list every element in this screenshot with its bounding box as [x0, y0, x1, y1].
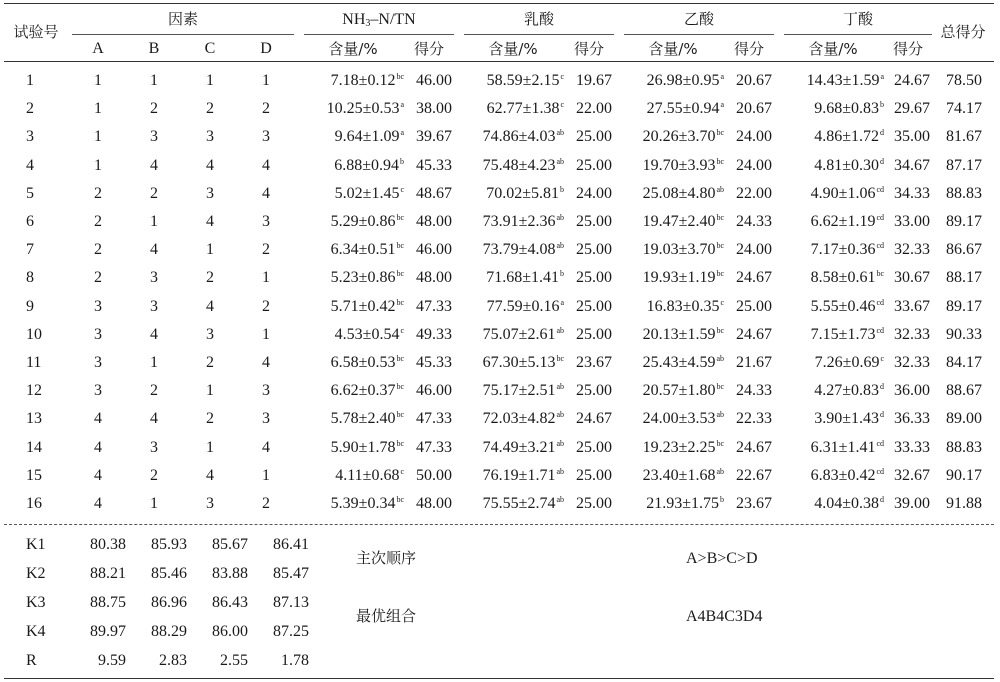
factor-a-level: 3: [94, 326, 102, 343]
summary-factor-b: 85.93: [151, 536, 187, 553]
lactic-score: 22.00: [576, 100, 612, 117]
lactic-content: 73.91±2.36$^{ab}$: [482, 213, 564, 230]
total-score: 88.67: [946, 382, 982, 399]
butyric-score: 33.67: [894, 298, 930, 315]
total-score: 91.88: [946, 495, 982, 512]
summary-factor-b: 86.96: [151, 594, 187, 611]
factor-c-level: 1: [206, 382, 214, 399]
nh3-score: 46.00: [416, 382, 452, 399]
butyric-score: 32.33: [894, 326, 930, 343]
factor-b-level: 1: [150, 72, 158, 89]
nh3-score: 48.00: [416, 213, 452, 230]
trial-number: 15: [26, 467, 42, 484]
factor-c-level: 2: [206, 100, 214, 117]
factor-c-level: 4: [206, 157, 214, 174]
butyric-content: 9.68±0.83$^b$: [814, 100, 884, 117]
factor-d-level: 1: [262, 72, 270, 89]
trial-number: 10: [26, 326, 42, 343]
header-factor-d: D: [260, 40, 272, 57]
top-rule: [4, 3, 994, 4]
factor-b-level: 4: [150, 241, 158, 258]
factor-a-level: 1: [94, 72, 102, 89]
total-score: 89.17: [946, 213, 982, 230]
butyric-content: 8.58±0.61$^{bc}$: [810, 269, 884, 286]
summary-factor-c: 85.67: [212, 536, 248, 553]
trial-number: 5: [26, 185, 34, 202]
header-factor-b: B: [148, 40, 160, 57]
factor-c-level: 3: [206, 185, 214, 202]
nh3-score: 47.33: [416, 298, 452, 315]
lactic-content: 73.79±4.08$^{ab}$: [482, 241, 564, 258]
lactic-score: 25.00: [576, 298, 612, 315]
factor-a-level: 2: [94, 213, 102, 230]
total-score: 90.17: [946, 467, 982, 484]
acetic-score: 24.67: [736, 439, 772, 456]
nh3-content: 5.39±0.34$^{bc}$: [330, 495, 404, 512]
factor-a-level: 4: [94, 495, 102, 512]
lactic-content: 75.48±4.23$^{ab}$: [482, 157, 564, 174]
nh3-score: 48.67: [416, 185, 452, 202]
factor-d-level: 1: [262, 269, 270, 286]
butyric-content: 4.27±0.83$^d$: [814, 382, 884, 399]
factor-a-level: 3: [94, 298, 102, 315]
acetic-content: 25.08±4.80$^{ab}$: [642, 185, 724, 202]
lactic-content: 74.86±4.03$^{ab}$: [482, 128, 564, 145]
factor-a-level: 4: [94, 439, 102, 456]
header-butyric: 丁酸: [842, 10, 873, 28]
total-score: 74.17: [946, 100, 982, 117]
butyric-content: 6.62±1.19$^{cd}$: [810, 213, 884, 230]
factor-a-level: 4: [94, 467, 102, 484]
butyric-score: 39.00: [894, 495, 930, 512]
lactic-content: 62.77±1.38$^c$: [486, 100, 564, 117]
trial-number: 4: [26, 157, 34, 174]
header-nh3-score: 得分: [413, 40, 444, 58]
nh3-score: 46.00: [416, 241, 452, 258]
butyric-score: 33.33: [894, 439, 930, 456]
butyric-content: 3.90±1.43$^d$: [814, 410, 884, 427]
nh3-content: 6.58±0.53$^{bc}$: [330, 354, 404, 371]
trial-number: 13: [26, 410, 42, 427]
lactic-score: 24.67: [576, 410, 612, 427]
factor-d-level: 4: [262, 439, 270, 456]
nh3-score: 47.33: [416, 410, 452, 427]
summary-factor-b: 88.29: [151, 623, 187, 640]
acetic-content: 19.47±2.40$^{bc}$: [642, 213, 724, 230]
acetic-score: 23.67: [736, 495, 772, 512]
nh3-content: 4.11±0.68$^c$: [335, 467, 404, 484]
butyric-content: 4.81±0.30$^d$: [814, 157, 884, 174]
total-score: 89.17: [946, 298, 982, 315]
factor-d-level: 1: [262, 467, 270, 484]
factor-b-level: 3: [150, 128, 158, 145]
factor-a-level: 3: [94, 382, 102, 399]
lactic-score: 25.00: [576, 213, 612, 230]
factor-c-level: 1: [206, 72, 214, 89]
trial-number: 7: [26, 241, 34, 258]
trial-number: 1: [26, 72, 34, 89]
nh3-subrule: [304, 34, 454, 35]
butyric-score: 32.33: [894, 241, 930, 258]
butyric-content: 5.55±0.46$^{cd}$: [810, 298, 884, 315]
acetic-score: 24.33: [736, 213, 772, 230]
acetic-score: 22.67: [736, 467, 772, 484]
factor-c-level: 2: [206, 269, 214, 286]
acetic-subrule: [624, 34, 774, 35]
factor-c-level: 2: [206, 354, 214, 371]
nh3-content: 5.90±1.78$^{bc}$: [330, 439, 404, 456]
acetic-content: 20.57±1.80$^{bc}$: [642, 382, 724, 399]
acetic-content: 25.43±4.59$^{ab}$: [642, 354, 724, 371]
butyric-subrule: [784, 34, 932, 35]
summary-divider: [4, 524, 994, 525]
summary-label: K3: [26, 594, 46, 611]
factor-d-level: 3: [262, 410, 270, 427]
butyric-score: 33.00: [894, 213, 930, 230]
total-score: 81.67: [946, 128, 982, 145]
summary-factor-d: 87.13: [273, 594, 309, 611]
header-total: 总得分: [940, 23, 986, 41]
trial-number: 8: [26, 269, 34, 286]
nh3-content: 7.18±0.12$^{bc}$: [330, 72, 404, 89]
factor-a-level: 2: [94, 241, 102, 258]
total-score: 88.83: [946, 185, 982, 202]
summary-factor-a: 89.97: [90, 623, 126, 640]
acetic-content: 19.70±3.93$^{bc}$: [642, 157, 724, 174]
acetic-score: 24.00: [736, 241, 772, 258]
butyric-score: 32.67: [894, 467, 930, 484]
summary-factor-d: 1.78: [281, 652, 309, 669]
lactic-score: 25.00: [576, 157, 612, 174]
header-factor-c: C: [204, 40, 216, 57]
factor-a-level: 1: [94, 157, 102, 174]
trial-number: 3: [26, 128, 34, 145]
lactic-score: 25.00: [576, 382, 612, 399]
acetic-content: 19.93±1.19$^{bc}$: [642, 269, 724, 286]
nh3-content: 5.02±1.45$^c$: [334, 185, 404, 202]
acetic-score: 21.67: [736, 354, 772, 371]
butyric-score: 35.00: [894, 128, 930, 145]
acetic-content: 16.83±0.35$^c$: [646, 298, 724, 315]
butyric-content: 7.17±0.36$^{cd}$: [810, 241, 884, 258]
header-factor-a: A: [92, 40, 104, 57]
factor-b-level: 3: [150, 269, 158, 286]
factor-d-level: 3: [262, 213, 270, 230]
lactic-content: 76.19±1.71$^{ab}$: [482, 467, 564, 484]
summary-factor-d: 86.41: [273, 536, 309, 553]
acetic-content: 19.03±3.70$^{bc}$: [642, 241, 724, 258]
header-butyric-score: 得分: [892, 40, 923, 58]
factor-b-level: 2: [150, 100, 158, 117]
lactic-subrule: [464, 34, 614, 35]
best-combo-label: 最优组合: [356, 607, 417, 625]
order-value: A>B>C>D: [686, 550, 758, 567]
acetic-score: 22.00: [736, 185, 772, 202]
trial-number: 11: [26, 354, 42, 371]
factor-d-level: 1: [262, 326, 270, 343]
factor-a-level: 3: [94, 354, 102, 371]
nh3-score: 47.33: [416, 439, 452, 456]
nh3-content: 6.62±0.37$^{bc}$: [330, 382, 404, 399]
total-score: 88.83: [946, 439, 982, 456]
nh3-content: 4.53±0.54$^c$: [334, 326, 404, 343]
factor-c-level: 1: [206, 439, 214, 456]
summary-label: K4: [26, 623, 46, 640]
factor-b-level: 1: [150, 495, 158, 512]
lactic-score: 25.00: [576, 467, 612, 484]
butyric-content: 4.90±1.06$^{cd}$: [810, 185, 884, 202]
lactic-score: 25.00: [576, 241, 612, 258]
header-acetic-score: 得分: [733, 40, 764, 58]
summary-factor-b: 85.46: [151, 565, 187, 582]
acetic-score: 24.00: [736, 157, 772, 174]
butyric-content: 4.04±0.38$^d$: [814, 495, 884, 512]
factor-a-level: 2: [94, 185, 102, 202]
factor-b-level: 1: [150, 213, 158, 230]
factor-c-level: 2: [206, 410, 214, 427]
factor-c-level: 3: [206, 326, 214, 343]
header-factors: 因素: [167, 10, 198, 28]
butyric-score: 29.67: [894, 100, 930, 117]
acetic-score: 24.67: [736, 326, 772, 343]
acetic-score: 20.67: [736, 72, 772, 89]
factor-d-level: 4: [262, 157, 270, 174]
lactic-score: 25.00: [576, 269, 612, 286]
order-label: 主次顺序: [356, 549, 417, 567]
nh3-score: 46.00: [416, 72, 452, 89]
nh3-score: 50.00: [416, 467, 452, 484]
header-nh3-content: 含量/%: [328, 40, 378, 58]
nh3-content: 5.71±0.42$^{bc}$: [330, 298, 404, 315]
acetic-content: 19.23±2.25$^{bc}$: [642, 439, 724, 456]
header-acetic-content: 含量/%: [648, 40, 698, 58]
acetic-score: 20.67: [736, 100, 772, 117]
summary-factor-a: 88.75: [90, 594, 126, 611]
nh3-score: 45.33: [416, 354, 452, 371]
acetic-content: 23.40±1.68$^{ab}$: [642, 467, 724, 484]
summary-label: K2: [26, 565, 46, 582]
total-score: 78.50: [946, 72, 982, 89]
factor-d-level: 3: [262, 128, 270, 145]
summary-factor-d: 87.25: [273, 623, 309, 640]
header-nh3: $NH_3-N/TN$: [342, 11, 416, 29]
lactic-content: 77.59±0.16$^a$: [486, 298, 564, 315]
summary-factor-c: 86.43: [212, 594, 248, 611]
acetic-score: 24.67: [736, 269, 772, 286]
factor-d-level: 2: [262, 298, 270, 315]
factor-c-level: 1: [206, 241, 214, 258]
header-lactic: 乳酸: [523, 10, 554, 28]
nh3-content: 5.78±2.40$^{bc}$: [330, 410, 404, 427]
header-lactic-score: 得分: [573, 40, 604, 58]
nh3-score: 48.00: [416, 495, 452, 512]
summary-factor-a: 9.59: [98, 652, 126, 669]
acetic-content: 20.13±1.59$^{bc}$: [642, 326, 724, 343]
butyric-content: 4.86±1.72$^d$: [814, 128, 884, 145]
factor-c-level: 3: [206, 495, 214, 512]
summary-factor-b: 2.83: [159, 652, 187, 669]
nh3-score: 49.33: [416, 326, 452, 343]
factor-d-level: 4: [262, 354, 270, 371]
summary-factor-c: 86.00: [212, 623, 248, 640]
factor-b-level: 3: [150, 439, 158, 456]
trial-number: 16: [26, 495, 42, 512]
total-score: 84.17: [946, 354, 982, 371]
lactic-content: 67.30±5.13$^{bc}$: [482, 354, 564, 371]
lactic-content: 58.59±2.15$^c$: [486, 72, 564, 89]
butyric-content: 7.15±1.73$^{cd}$: [810, 326, 884, 343]
lactic-content: 71.68±1.41$^b$: [486, 269, 564, 286]
factor-d-level: 2: [262, 495, 270, 512]
lactic-content: 75.17±2.51$^{ab}$: [482, 382, 564, 399]
lactic-score: 24.00: [576, 185, 612, 202]
header-acetic: 乙酸: [683, 10, 714, 28]
butyric-score: 24.67: [894, 72, 930, 89]
nh3-content: 9.64±1.09$^a$: [334, 128, 404, 145]
lactic-score: 23.67: [576, 354, 612, 371]
acetic-content: 26.98±0.95$^a$: [646, 72, 724, 89]
nh3-score: 39.67: [416, 128, 452, 145]
factors-subrule: [72, 34, 294, 35]
butyric-content: 6.31±1.41$^{cd}$: [810, 439, 884, 456]
summary-factor-a: 88.21: [90, 565, 126, 582]
factor-c-level: 3: [206, 128, 214, 145]
summary-label: K1: [26, 536, 46, 553]
factor-b-level: 4: [150, 157, 158, 174]
factor-a-level: 4: [94, 410, 102, 427]
lactic-score: 19.67: [576, 72, 612, 89]
nh3-score: 45.33: [416, 157, 452, 174]
summary-factor-a: 80.38: [90, 536, 126, 553]
header-lactic-content: 含量/%: [488, 40, 538, 58]
summary-factor-d: 85.47: [273, 565, 309, 582]
total-score: 89.00: [946, 410, 982, 427]
acetic-content: 21.93±1.75$^b$: [646, 495, 724, 512]
factor-d-level: 3: [262, 382, 270, 399]
trial-number: 6: [26, 213, 34, 230]
trial-number: 14: [26, 439, 42, 456]
factor-b-level: 2: [150, 185, 158, 202]
summary-label: R: [26, 652, 37, 669]
acetic-content: 27.55±0.94$^a$: [646, 100, 724, 117]
butyric-score: 34.67: [894, 157, 930, 174]
factor-b-level: 4: [150, 410, 158, 427]
nh3-content: 6.88±0.94$^b$: [334, 157, 404, 174]
header-butyric-content: 含量/%: [808, 40, 858, 58]
lactic-score: 25.00: [576, 128, 612, 145]
factor-a-level: 1: [94, 100, 102, 117]
nh3-score: 38.00: [416, 100, 452, 117]
best-combo-value: A4B4C3D4: [686, 608, 763, 625]
nh3-content: 5.29±0.86$^{bc}$: [330, 213, 404, 230]
factor-c-level: 4: [206, 298, 214, 315]
factor-b-level: 2: [150, 467, 158, 484]
factor-d-level: 4: [262, 185, 270, 202]
trial-number: 9: [26, 298, 34, 315]
total-score: 90.33: [946, 326, 982, 343]
lactic-content: 70.02±5.81$^b$: [486, 185, 564, 202]
trial-number: 12: [26, 382, 42, 399]
total-score: 87.17: [946, 157, 982, 174]
factor-d-level: 2: [262, 100, 270, 117]
acetic-score: 24.33: [736, 382, 772, 399]
butyric-score: 30.67: [894, 269, 930, 286]
butyric-score: 34.33: [894, 185, 930, 202]
butyric-content: 14.43±1.59$^a$: [806, 72, 884, 89]
total-score: 88.17: [946, 269, 982, 286]
lactic-content: 74.49±3.21$^{ab}$: [482, 439, 564, 456]
factor-b-level: 1: [150, 354, 158, 371]
factor-d-level: 2: [262, 241, 270, 258]
lactic-score: 25.00: [576, 495, 612, 512]
lactic-score: 25.00: [576, 439, 612, 456]
butyric-score: 32.33: [894, 354, 930, 371]
lactic-content: 75.55±2.74$^{ab}$: [482, 495, 564, 512]
lactic-score: 25.00: [576, 326, 612, 343]
nh3-score: 48.00: [416, 269, 452, 286]
nh3-content: 5.23±0.86$^{bc}$: [330, 269, 404, 286]
factor-a-level: 2: [94, 269, 102, 286]
header-trial: 试验号: [13, 23, 59, 41]
acetic-content: 24.00±3.53$^{ab}$: [642, 410, 724, 427]
nh3-content: 6.34±0.51$^{bc}$: [330, 241, 404, 258]
butyric-content: 6.83±0.42$^{cd}$: [810, 467, 884, 484]
factor-c-level: 4: [206, 213, 214, 230]
butyric-score: 36.33: [894, 410, 930, 427]
factor-b-level: 4: [150, 326, 158, 343]
nh3-content: 10.25±0.53$^a$: [326, 100, 404, 117]
summary-factor-c: 83.88: [212, 565, 248, 582]
lactic-content: 72.03±4.82$^{ab}$: [482, 410, 564, 427]
lactic-content: 75.07±2.61$^{ab}$: [482, 326, 564, 343]
butyric-score: 36.00: [894, 382, 930, 399]
factor-b-level: 2: [150, 382, 158, 399]
total-score: 86.67: [946, 241, 982, 258]
factor-a-level: 1: [94, 128, 102, 145]
acetic-score: 25.00: [736, 298, 772, 315]
acetic-content: 20.26±3.70$^{bc}$: [642, 128, 724, 145]
butyric-content: 7.26±0.69$^c$: [814, 354, 884, 371]
bottom-rule: [4, 678, 994, 679]
factor-b-level: 3: [150, 298, 158, 315]
acetic-score: 22.33: [736, 410, 772, 427]
header-rule: [4, 61, 994, 62]
trial-number: 2: [26, 100, 34, 117]
acetic-score: 24.00: [736, 128, 772, 145]
factor-c-level: 4: [206, 467, 214, 484]
summary-factor-c: 2.55: [220, 652, 248, 669]
